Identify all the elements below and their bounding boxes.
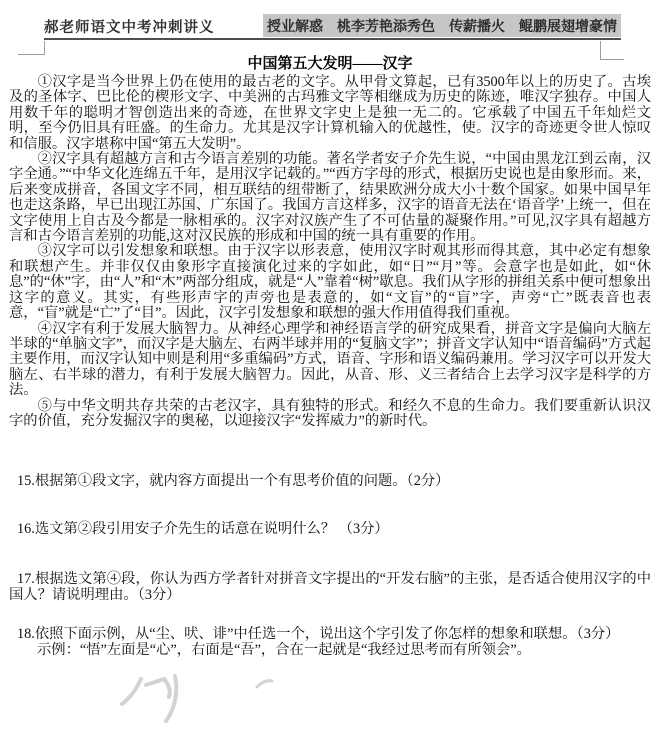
question-18: 18.依照下面示例，从“尘、吠、诽”中任选一个，说出这个字引发了你怎样的想象和联想。（3分） [17, 626, 620, 642]
question-15: 15.根据第①段文字，就内容方面提出一个有思考价值的问题。（2分） [17, 473, 450, 489]
body-paragraph-5: ⑤与中华文明共存共荣的古老汉字，具有独特的形式。和经久不息的生命力。我们要重新认识汉字的价值，充分发掘汉字的奥秘，以迎接汉字“发挥威力”的新时代。 [9, 397, 651, 429]
handwritten-watermark [85, 670, 295, 728]
question-17: 17.根据选文第④段，你认为西方学者针对拼音文字提出的“开发右脑”的主张，是否适合使用汉字的中国人？请说明理由。（3分） [9, 571, 651, 603]
document-title: 中国第五大发明——汉字 [247, 56, 413, 72]
body-paragraph-3: ③汉字可以引发想象和联想。由于汉字以形表意，使用汉字时观其形而得其意，其中必定有想象和联想产生。并非仅仅由象形字直接演化过来的字如此，如“日”“月”等。会意字也是如此，如“休息”的“休”字，由“人”和“木”两部分组成，就是“人”靠着“树”歇息。我们从字形的拼组关系中便可想象出这字的意义。其实，有些形声字的声旁也是表意的，如“文盲”的“盲”字，声旁“亡”既表音也表意，“盲”就是“亡”了“目”。因此，汉字引发想象和联想的强大作用值得我们重视。 [9, 243, 651, 322]
header-course-title: 郝老师语文中考冲刺讲义 [44, 20, 215, 36]
body-paragraph-1: ①汉字是当今世界上仍在使用的最古老的文字。从甲骨文算起，已有3500年以上的历史了。古埃及的圣体字、巴比伦的楔形文字、中美洲的古玛雅文字等相继成为历史的陈迹，唯汉字独存。中国人用数千年的聪明才智创造出来的奇迹，在世界文字史上是独一无二的。它承载了中国五千年灿烂文明，至今仍旧具有旺盛。的生命力。尤其是汉字计算机输入的优越性，使。汉字的奇迹更令世人惊叹和信服。汉字堪称中国“第五大发明”。 [9, 74, 651, 152]
question-18-example: 示例：“悟”左面是“心”，右面是“吾”，合在一起就是“我经过思考而有所领会”。 [37, 641, 531, 658]
question-section [9, 474, 651, 658]
header-motto-highlight: 授业解惑 桃李芳艳添秀色 传薪播火 鲲鹏展翅增豪情 [263, 14, 621, 37]
page-header [44, 18, 621, 40]
body-paragraph-2: ②汉字具有超越方言和古今语言差别的功能。著名学者安子介先生说，“中国由黑龙江到云南，汉字全通。”“中华文化连绵五千年，是用汉字记载的。”“西方字母的形式，根据历史说也是由象形而。来，后来变成拼音，各国文字不同，相互联结的纽带断了，结果欧洲分成大小十数个国家。如果中国早年也走这条路，早已出现江苏国、广东国了。我国方言这样多，汉字的语音无法在‘语音学’上统一，但在文字使用上自古及今都是一脉相承的。汉字对汉族产生了不可估量的凝聚作用。”可见,汉字具有超越方言和古今语言差别的功能,这对汉民族的形成和中国的统一具有重要的作用。 [9, 151, 651, 245]
reading-passage [9, 52, 651, 429]
question-16: 16.选文第②段引用安子介先生的话意在说明什么？ （3分） [17, 520, 389, 537]
body-paragraph-4: ④汉字有利于发展大脑智力。从神经心理学和神经语言学的研究成果看，拼音文字是偏向大脑左半球的“单脑文字”，而汉字是大脑左、右两半球并用的“复脑文字”；拼音文字认知中“语音编码”方式起主要作用，而汉字认知中则是利用“多重编码”方式，语音、字形和语义编码兼用。学习汉字可以开发大脑左、右半球的潜力，有利于发展大脑智力。因此，从音、形、义三者结合上去学习汉字是科学的方法。 [9, 320, 651, 399]
